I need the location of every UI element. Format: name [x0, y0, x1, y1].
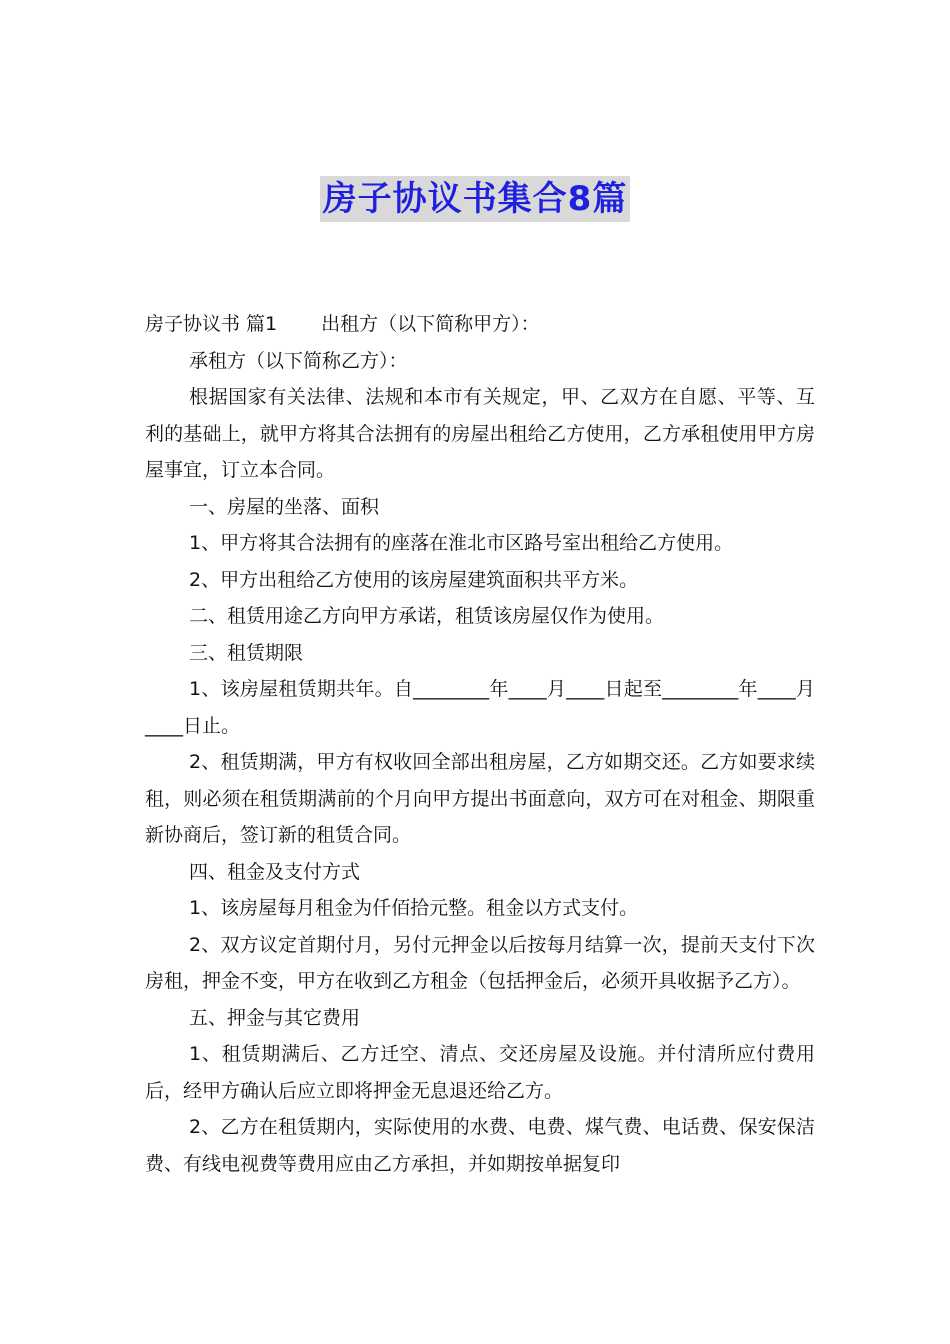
paragraph: 1、租赁期满后、乙方迁空、清点、交还房屋及设施。并付清所应付费用后，经甲方确认后应立即将押金无息退还给乙方。: [145, 1043, 815, 1102]
section-heading: 一、房屋的坐落、面积: [189, 495, 380, 518]
paragraph: 1、该房屋每月租金为仟佰拾元整。租金以方式支付。: [189, 897, 639, 919]
paragraph: 1、甲方将其合法拥有的座落在淮北市区路号室出租给乙方使用。: [189, 532, 734, 554]
paragraph: 2、甲方出租给乙方使用的该房屋建筑面积共平方米。: [189, 568, 639, 591]
spacer: [277, 306, 321, 343]
document-body: [145, 306, 815, 1182]
section-heading: 二、租赁用途乙方向甲方承诺，租赁该房屋仅作为使用。: [189, 605, 665, 627]
document-title: 房子协议书集合8篇: [320, 176, 631, 222]
title-container: [0, 176, 950, 222]
section-heading: 五、押金与其它费用: [189, 1006, 361, 1029]
paragraph: 2、乙方在租赁期内，实际使用的水费、电费、煤气费、电话费、保安保洁费、有线电视费等费用应由乙方承担，并如期按单据复印: [145, 1116, 815, 1175]
lessor-line: 出租方（以下简称甲方）：: [321, 313, 540, 335]
section-header-line: [145, 306, 815, 343]
paragraph: 2、双方议定首期付月，另付元押金以后按每月结算一次，提前天支付下次房租，押金不变，甲方在收到乙方租金（包括押金后，必须开具收据予乙方）。: [145, 933, 815, 992]
section-heading: 三、租赁期限: [189, 641, 304, 664]
paragraph: 2、租赁期满，甲方有权收回全部出租房屋，乙方如期交还。乙方如要求续租，则必须在租赁期满前的个月向甲方提出书面意向，双方可在对租金、期限重新协商后，签订新的租赁合同。: [145, 751, 815, 846]
part-label: 房子协议书 篇1: [145, 313, 278, 335]
paragraph: 根据国家有关法律、法规和本市有关规定，甲、乙双方在自愿、平等、互利的基础上，就甲方将其合法拥有的房屋出租给乙方使用，乙方承租使用甲方房屋事宜，订立本合同。: [145, 386, 815, 481]
paragraph: 1、该房屋租赁期共年。自________年____月____日起至________年____月____日止。: [145, 678, 815, 737]
section-heading: 四、租金及支付方式: [189, 860, 361, 883]
paragraph: 承租方（以下简称乙方）：: [189, 349, 408, 372]
